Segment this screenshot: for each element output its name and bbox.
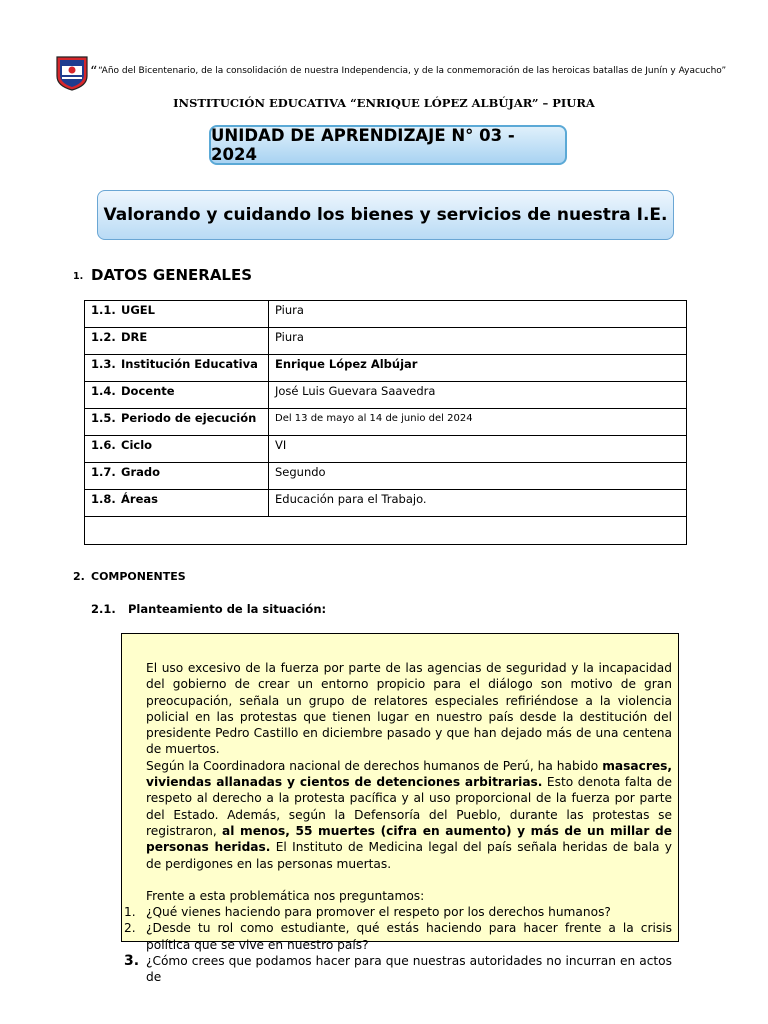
row-number: 1.4. [91,384,116,398]
row-value: Del 13 de mayo al 14 de junio del 2024 [269,409,687,436]
row-label-text: Áreas [121,492,158,506]
text-span: Esto denota falta de respeto al derecho a la protesta pacífica y al uso proporcional de la fuerza por parte del Estado. Además, según la Defensoría del Pueblo, durante las protestas se registraron, [146,775,672,838]
paragraph: El uso excesivo de la fuerza por parte de las agencias de seguridad y la incapacidad del gobierno de crear un entorno propicio para el diálogo son motivo de gran preocupación, señala un grupo de relatores especiales refiriéndose a la violencia policial en las protestas que tienen lugar en nuestro país desde la destitución del presidente Pedro Castillo en diciembre pasado y que han dejado más de una centena de muertos. [146,661,672,757]
school-crest-icon [54,54,90,92]
subsection-heading [91,602,326,616]
list-marker: 2. [124,921,136,936]
bold-text: al menos, 55 muertes (cifra en aumento) y más de un millar de personas heridas. [146,823,672,855]
row-number: 1.6. [91,438,116,452]
row-value: José Luis Guevara Saavedra [269,382,687,409]
empty-cell [85,517,687,545]
question-text: ¿Desde tu rol como estudiante, qué estás haciendo para hacer frente a la crisis política que se vive en nuestro país? [146,921,672,952]
row-label-text: Docente [121,384,175,398]
paragraph: Frente a esta problemática nos preguntamos: [146,888,425,903]
row-value: Enrique López Albújar [269,355,687,382]
row-number: 1.1. [91,303,116,317]
spacer [146,872,672,888]
table-row [85,382,687,409]
list-marker: 3. [124,953,140,970]
unit-title: UNIDAD DE APRENDIZAJE N° 03 - 2024 [209,125,567,165]
general-data-table [84,300,687,545]
table-row [85,490,687,517]
row-number: 1.2. [91,330,116,344]
row-value: Piura [269,328,687,355]
row-label-text: UGEL [121,303,155,317]
table-row [85,355,687,382]
section1-number: 1. [73,271,84,282]
row-number: 1.8. [91,492,116,506]
table-row [85,328,687,355]
subsection-title: Planteamiento de la situación: [128,602,327,616]
question-text: ¿Cómo crees que podamos hacer para que nuestras autoridades no incurran en actos de [146,954,672,985]
motto-text: “Año del Bicentenario, de la consolidación de nuestra Independencia, y de la conmemoración de las heroicas batallas de Junín y Ayacucho” [98,66,727,76]
institution-name: INSTITUCIÓN EDUCATIVA “ENRIQUE LÓPEZ ALBÚJAR” – PIURA [173,96,595,110]
table-row [85,409,687,436]
bold-text: masacres, viviendas allanadas y cientos de detenciones arbitrarias. [146,758,672,790]
row-label [85,409,269,436]
text-span: El Instituto de Medicina legal del país señala heridas de bala y de perdigones en las personas muertas. [146,840,672,871]
row-label [85,328,269,355]
row-number: 1.7. [91,465,116,479]
paragraph [146,758,672,872]
section2-number: 2. [73,570,85,583]
row-label [85,355,269,382]
row-label [85,301,269,328]
list-item [124,953,672,986]
list-item [124,920,672,953]
year-motto [90,64,750,80]
unit-subtitle: Valorando y cuidando los bienes y servicios de nuestra I.E. [97,190,674,240]
row-number: 1.5. [91,411,116,425]
row-label-text: DRE [121,330,148,344]
situation-box [121,633,679,985]
text-span: Según la Coordinadora nacional de derechos humanos de Perú, ha habido [146,758,603,773]
list-marker: 1. [124,905,136,920]
section2-title: COMPONENTES [91,570,186,583]
row-number: 1.3. [91,357,116,371]
row-value: Piura [269,301,687,328]
row-label-text: Institución Educativa [121,357,258,371]
row-label [85,490,269,517]
row-label [85,463,269,490]
row-label [85,436,269,463]
question-text: ¿Qué vienes haciendo para promover el respeto por los derechos humanos? [146,905,611,920]
section2-heading [73,570,186,583]
motto-quote-mark: “ [90,64,98,80]
table-row [85,301,687,328]
question-list [124,904,672,985]
table-row [85,436,687,463]
row-value: Segundo [269,463,687,490]
situation-text [124,660,672,986]
section1-title: DATOS GENERALES [91,266,253,284]
subsection-number: 2.1. [91,602,116,616]
row-value: VI [269,436,687,463]
row-value: Educación para el Trabajo. [269,490,687,517]
table-row [85,463,687,490]
list-item [124,904,672,920]
row-label-text: Ciclo [121,438,153,452]
row-label-text: Periodo de ejecución [121,411,257,425]
table-row-empty [85,517,687,545]
row-label-text: Grado [121,465,161,479]
row-label [85,382,269,409]
